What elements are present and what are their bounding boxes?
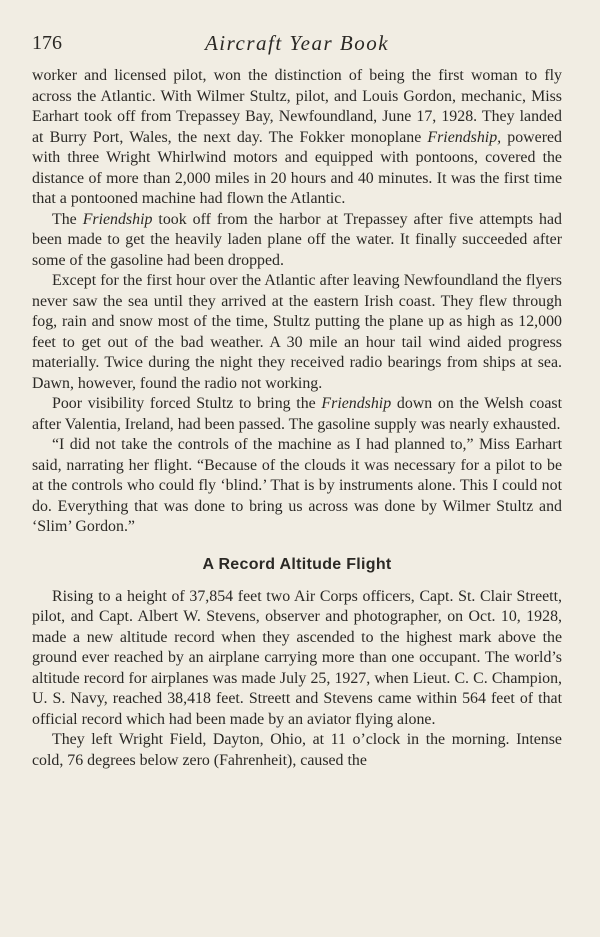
paragraph	[32, 394, 562, 435]
text-run: Rising to a height of 37,854 feet two Air Corps officers, Capt. St. Clair Streett, pilot, and Capt. Albert W. Stevens, observer and photographer, on Oct. 10, 1928, made a new altitude record when they ascended to the highest mark above the ground ever reached by an airplane carrying more than one occupant. The world’s altitude record for airplanes was made July 25, 1927, when Lieut. C. C. Champion, U. S. Navy, reached 38,418 feet. Streett and Stevens came within 564 feet of that official record which had been made by an aviator flying alone.	[32, 587, 562, 728]
text-run: They left Wright Field, Dayton, Ohio, at 11 o’clock in the morning. Intense cold, 76 degrees below zero (Fahrenheit), caused the	[32, 731, 562, 769]
page-number: 176	[32, 32, 62, 54]
text-run: Poor visibility forced Stultz to bring the	[52, 395, 322, 412]
paragraph	[32, 435, 562, 538]
running-title: Aircraft Year Book	[204, 31, 390, 55]
running-head	[32, 30, 562, 66]
text-run: The	[52, 210, 83, 228]
text-run: powered with three Wright Whirlwind motors and equipped with pontoons, covered the distance of more than 2,000 miles in 20 hours and 40 minutes. It was the first time that a pontooned machine had flown the Atlantic.	[32, 128, 562, 207]
text-run: took off from the harbor at Trepassey after five attempts had been made to get the heavily laden plane off the water. It finally succeeded after some of the gasoline had been dropped.	[32, 210, 562, 269]
text-run: Except for the first hour over the Atlantic after leaving Newfoundland the flyers never saw the sea until they arrived at the eastern Irish coast. They flew through fog, rain and snow most of the time, Stultz putting the plane up as high as 12,000 feet to get out of the bad weather. A 30 mile an hour tail wind aided progress materially. Twice during the night they received radio bearings from ships at sea. Dawn, however, found the radio not working.	[32, 272, 562, 392]
section-heading: A Record Altitude Flight	[202, 555, 392, 573]
paragraph	[32, 587, 562, 731]
paragraph	[32, 730, 562, 771]
text-run: down on the Welsh coast after Valentia, Ireland, had been passed. The gasoline supply was nearly exhausted.	[32, 395, 562, 433]
italic-text: Friendship	[321, 395, 392, 412]
text-run: “I did not take the controls of the machine as I had planned to,” Miss Earhart said, narrating her flight. “Because of the clouds it was necessary for a pilot to be at the controls who could fly ‘blind.’ That is by instruments alone. This I could not do. Everything that was done to bring us across was done by Wilmer Stultz and ‘Slim’ Gordon.”	[32, 436, 562, 535]
paragraph	[32, 66, 562, 210]
italic-text: Friendship,	[427, 128, 502, 146]
body-text	[32, 66, 562, 771]
paragraph	[32, 210, 562, 272]
italic-text: Friendship	[82, 210, 153, 228]
paragraph	[32, 271, 562, 394]
text-run: worker and licensed pilot, won the distinction of being the first woman to fly across the Atlantic. With Wilmer Stultz, pilot, and Louis Gordon, mechanic, Miss Earhart took off from Trepassey Bay, Newfoundland, June 17, 1928. They landed at Burry Port, Wales, the next day. The Fokker monoplane	[32, 67, 562, 146]
